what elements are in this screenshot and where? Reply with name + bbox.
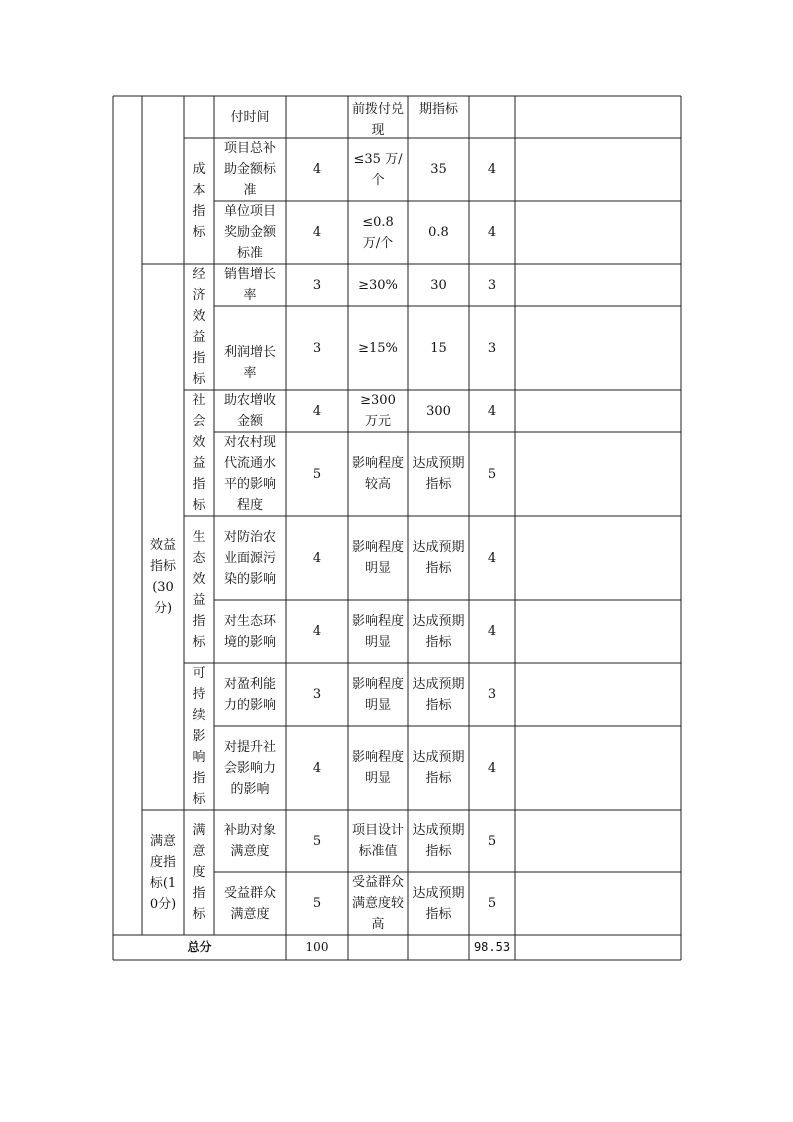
cell-target: [348, 872, 408, 935]
cell-indicator-name: [214, 390, 286, 432]
score-text: 5: [487, 896, 497, 911]
actual-text: 期指标: [418, 102, 458, 117]
cell-indicator-name: [214, 810, 286, 872]
cell-level2-benefit: [142, 264, 184, 810]
target-text: ≥300 万元: [360, 393, 396, 429]
indicator-name-text: 受益群众满意度: [223, 885, 276, 922]
cell-weight: [286, 600, 348, 663]
total-label: 总分: [187, 940, 212, 954]
level3-label: 可持续影响指标: [192, 666, 206, 807]
indicator-name-text: 项目总补助金额标准: [223, 141, 276, 198]
total-score: 98.53: [473, 940, 511, 954]
cell-indicator-name: [214, 306, 286, 390]
level2-label: 效益指标(30分): [149, 538, 176, 616]
cell-actual: [408, 96, 469, 138]
weight-text: 4: [312, 162, 322, 177]
score-text: 4: [487, 550, 497, 566]
cell-target: [348, 96, 408, 138]
weight-text: 4: [312, 403, 322, 419]
cell-level3-eco: [184, 516, 214, 663]
level3-label: 生态效益指标: [192, 529, 206, 650]
cell-score: [469, 663, 515, 726]
weight-text: 4: [312, 624, 322, 639]
target-text: ≤0.8 万/个: [362, 214, 394, 251]
weight-text: 3: [312, 687, 322, 702]
target-text: 影响程度明显: [352, 750, 405, 786]
cell-score: [469, 600, 515, 663]
cell-indicator-name: [214, 264, 286, 306]
cell-indicator-name: [214, 726, 286, 810]
cell-actual: [408, 138, 469, 201]
score-text: 3: [487, 687, 497, 702]
score-text: 3: [487, 277, 497, 293]
cell-score: [469, 516, 515, 600]
cell-weight: [286, 201, 348, 264]
cell-target: [348, 201, 408, 264]
indicator-name-text: 对提升社会影响力的影响: [223, 739, 276, 797]
cell-target: [348, 264, 408, 306]
indicator-name-text: 助农增收金额: [223, 393, 276, 429]
cell-actual: [408, 201, 469, 264]
cell-score: [469, 264, 515, 306]
score-text: 4: [487, 162, 497, 177]
actual-text: 达成预期指标: [412, 676, 465, 713]
cell-score: [469, 872, 515, 935]
cell-level3-cost: [184, 138, 214, 264]
target-text: 项目设计标准值: [352, 823, 405, 859]
cell-weight: [286, 138, 348, 201]
weight-text: 5: [312, 833, 322, 849]
target-text: 影响程度较高: [352, 456, 405, 492]
indicator-name-text: 销售增长率: [223, 267, 276, 303]
cell-indicator-name: [214, 138, 286, 201]
cell-indicator-name: [214, 872, 286, 935]
cell-level3-economic: [184, 264, 214, 390]
level3-label: 成本指标: [192, 162, 206, 240]
cell-target: [348, 726, 408, 810]
cell-target: [348, 306, 408, 390]
cell-target: [348, 516, 408, 600]
cell-score: [469, 432, 515, 516]
indicator-name-text: 补助对象满意度: [223, 823, 276, 859]
cell-score: [469, 810, 515, 872]
cell-indicator-name: [214, 201, 286, 264]
level3-label: 满意度指标: [192, 823, 206, 922]
score-text: 5: [487, 466, 497, 482]
cell-indicator-name: [214, 432, 286, 516]
cell-total-label: [113, 935, 286, 960]
indicator-name-text: 对农村现代流通水平的影响程度: [223, 435, 276, 513]
actual-text: 15: [430, 340, 447, 356]
actual-text: 达成预期指标: [412, 613, 465, 650]
cell-target: [348, 432, 408, 516]
cell-actual: [408, 390, 469, 432]
cell-actual: [408, 432, 469, 516]
level2-label: 满意度指标(10分): [149, 833, 177, 912]
cell-weight: [286, 432, 348, 516]
actual-text: 达成预期指标: [412, 750, 465, 786]
actual-text: 30: [430, 277, 447, 293]
score-text: 4: [487, 403, 497, 419]
cell-target: [348, 138, 408, 201]
target-text: ≥15%: [358, 340, 398, 356]
cell-indicator-name: [214, 600, 286, 663]
cell-weight: [286, 810, 348, 872]
indicator-name-text: 对盈利能力的影响: [223, 676, 276, 713]
cell-indicator-name: [214, 96, 286, 138]
cell-weight: [286, 726, 348, 810]
score-text: 3: [487, 340, 497, 356]
cell-score: [469, 726, 515, 810]
actual-text: 达成预期指标: [412, 540, 465, 576]
cell-target: [348, 663, 408, 726]
cell-actual: [408, 264, 469, 306]
cell-total-weight: [286, 935, 348, 960]
cell-level3-social: [184, 390, 214, 516]
cell-level2-satisfaction: [142, 810, 184, 935]
actual-text: 300: [426, 403, 451, 419]
target-text: 影响程度明显: [352, 676, 405, 713]
cell-score: [469, 201, 515, 264]
target-text: 前拨付兑现: [352, 102, 405, 138]
weight-text: 5: [312, 466, 322, 482]
cell-score: [469, 138, 515, 201]
score-text: 5: [487, 833, 497, 849]
cell-score: [469, 390, 515, 432]
weight-text: 3: [312, 340, 322, 356]
indicator-name-text: 利润增长率: [223, 345, 276, 381]
cell-total-score: [469, 935, 515, 960]
cell-actual: [408, 600, 469, 663]
cell-target: [348, 390, 408, 432]
indicator-name-text: 对生态环境的影响: [223, 613, 276, 650]
cell-score: [469, 306, 515, 390]
cell-level3-sustain: [184, 663, 214, 810]
score-text: 4: [487, 624, 497, 639]
score-text: 4: [487, 760, 497, 776]
cell-weight: [286, 264, 348, 306]
weight-text: 4: [312, 760, 322, 776]
weight-text: 5: [312, 896, 322, 911]
cell-actual: [408, 726, 469, 810]
cell-target: [348, 810, 408, 872]
actual-text: 达成预期指标: [412, 456, 465, 492]
cell-target: [348, 600, 408, 663]
level3-label: 经济效益指标: [192, 267, 206, 387]
weight-text: 4: [312, 550, 322, 566]
cell-actual: [408, 516, 469, 600]
cell-actual: [408, 872, 469, 935]
cell-actual: [408, 810, 469, 872]
target-text: ≥30%: [358, 277, 398, 293]
cell-weight: [286, 390, 348, 432]
cell-weight: [286, 872, 348, 935]
cell-weight: [286, 663, 348, 726]
total-weight: 100: [305, 940, 329, 954]
cell-weight: [286, 306, 348, 390]
actual-text: 达成预期指标: [412, 823, 465, 859]
level3-label: 社会效益指标: [192, 393, 206, 513]
cell-level3-satisfaction: [184, 810, 214, 935]
score-text: 4: [487, 225, 497, 240]
cell-indicator-name: [214, 663, 286, 726]
indicator-name-text: 付时间: [230, 109, 270, 125]
indicator-name-text: 对防治农业面源污染的影响: [223, 529, 276, 587]
target-text: 影响程度明显: [352, 540, 405, 576]
cell-weight: [286, 516, 348, 600]
cell-actual: [408, 663, 469, 726]
target-text: ≤35 万/个: [353, 151, 403, 188]
actual-text: 达成预期指标: [412, 885, 465, 922]
weight-text: 4: [312, 225, 322, 240]
cell-indicator-name: [214, 516, 286, 600]
cell-actual: [408, 306, 469, 390]
actual-text: 0.8: [428, 225, 449, 240]
indicator-name-text: 单位项目奖励金额标准: [223, 204, 276, 261]
weight-text: 3: [312, 277, 322, 293]
target-text: 受益群众满意度较高: [352, 875, 405, 932]
actual-text: 35: [430, 162, 447, 177]
target-text: 影响程度明显: [352, 613, 405, 650]
